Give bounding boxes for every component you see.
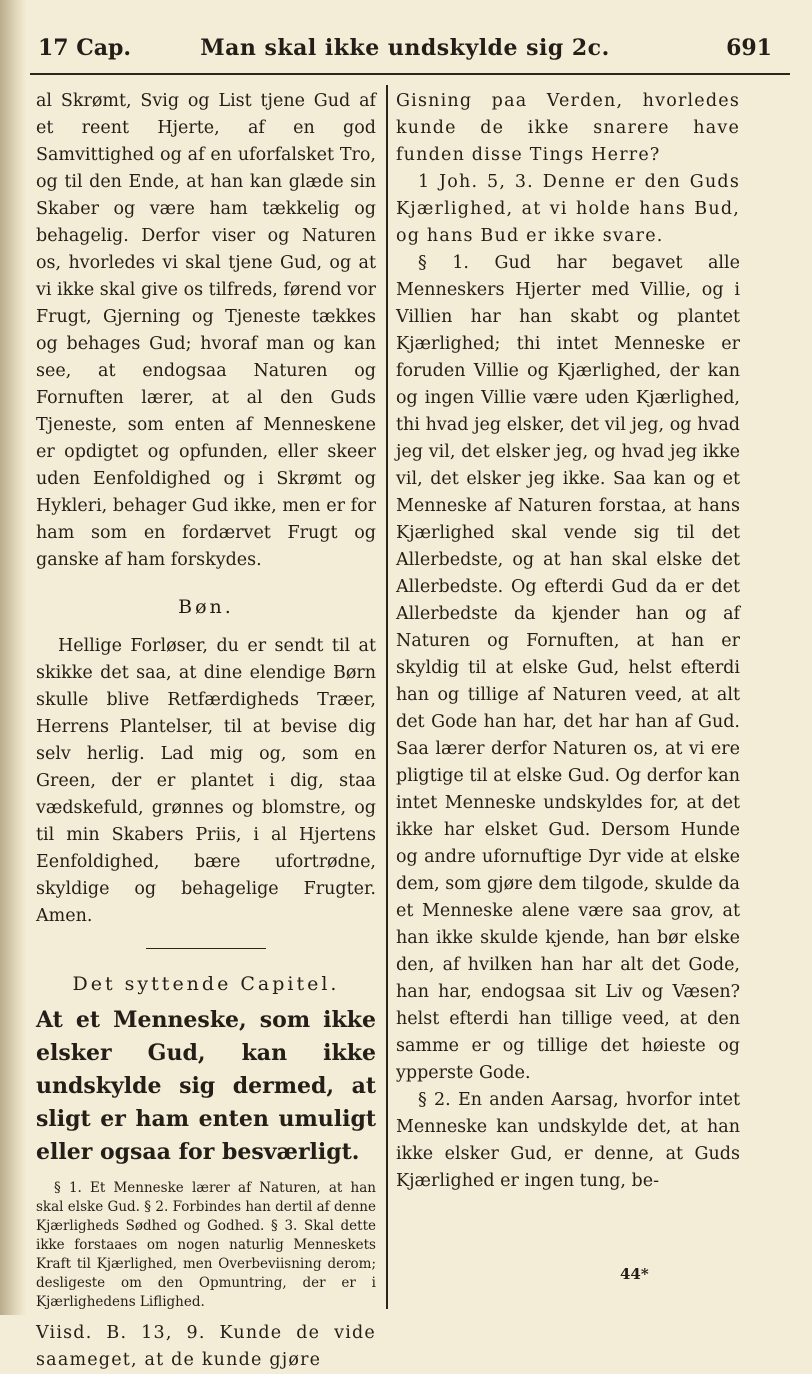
- scripture-verse: Viisd. B. 13, 9. Kunde de vide saameget, at de kunde gjøre: [36, 1323, 376, 1370]
- prayer-text: Hellige Forløser, du er sendt til at skikke det saa, at dine elendige Børn skulle blive Retfærdigheds Træer, Herrens Plantelser, til at bevise dig selv herlig. Lad mig og, som en Green, der er plantet i dig, staa vædskefuld, grønnes og blomstre, og til min Skabers Priis, i al Hjertens Eenfoldighed, bære ufortrødne, skyldige og behagelige Frugter. Amen.: [36, 636, 376, 926]
- running-title: Man skal ikke undskylde sig 2c.: [200, 35, 610, 61]
- paragraph: al Skrømt, Svig og List tjene Gud af et reent Hjerte, af en god Samvittighed og af en uforfalsket Tro, og til den Ende, at han kan glæde sin Skaber og være ham tækkelig og behagelig. Derfor viser og Naturen os, hvorledes vi skal tjene Gud, og at vi ikke skal give os tilfreds, førend vor Frugt, Gjerning og Tjeneste tækkes og behages Gud; hvoraf man og kan see, at endogsaa Naturen og Fornuften lærer, at al den Guds Tjeneste, som enten af Menneskene er opdigtet og opfunden, eller skeer uden Eenfoldighed og i Skrømt og Hykleri, behager Gud ikke, men er for ham som en fordærvet Frugt og ganske af ham forskydes.: [36, 91, 376, 570]
- chapter-title: At et Menneske, som ikke elsker Gud, kan ikke undskylde sig dermed, at sligt er ham enten umuligt eller ogsaa for besværligt.: [36, 1007, 376, 1165]
- scripture-verse-continued: Gisning paa Verden, hvorledes kunde de ikke snarere have funden disse Tings Herre?: [396, 91, 740, 165]
- right-column: [396, 88, 740, 1195]
- column-divider: [386, 85, 388, 1309]
- left-column: [36, 88, 376, 1374]
- page-number: 691: [726, 35, 772, 61]
- chapter-summary: § 1. Et Menneske lærer af Naturen, at han skal elske Gud. § 2. Forbindes han dertil af denne Kjærligheds Sødhed og Godhed. § 3. Skal dette ikke forstaaes om nogen naturlig Menneskets Kraft til Kjærlighed, men Overbeviisning derom; desligeste om den Opmuntring, der er i Kjærlighedens Liflighed.: [36, 1180, 376, 1310]
- scripture-verse: 1 Joh. 5, 3. Denne er den Guds Kjærlighed, at vi holde hans Bud, og hans Bud er ikke svare.: [396, 172, 740, 246]
- signature-mark: 44*: [620, 1265, 649, 1283]
- header-rule: [30, 73, 790, 75]
- section-paragraph: § 1. Gud har begavet alle Menneskers Hjerter med Villie, og i Villien har han skabt og plantet Kjærlighed; thi intet Menneske er foruden Villie og Kjærlighed, der kan og ingen Villie være uden Kjærlighed, thi hvad jeg elsker, det vil jeg, og hvad jeg vil, det elsker jeg, og hvad jeg ikke vil, det elsker jeg ikke. Saa kan og et Menneske af Naturen forstaa, at hans Kjærlighed skal vende sig til det Allerbedste, og at han skal elske det Allerbedste. Og efterdi Gud da er det Allerbedste da kjender han og af Naturen og Fornuften, at han er skyldig til at elske Gud, helst efterdi han og tillige af Naturen veed, at alt det Gode han har, det har han af Gud. Saa lærer derfor Naturen os, at vi ere pligtige til at elske Gud. Og derfor kan intet Menneske undskyldes for, at det ikke har elsket Gud. Dersom Hunde og andre ufornuftige Dyr vide at elske dem, som gjøre dem tilgode, skulde da et Menneske alene være saa grov, at han ikke skulde kjende, han bør elske den, af hvilken han har alt det Gode, han har, endogsaa sit Liv og Væsen? helst efterdi han tillige veed, at den samme er og tillige det høieste og ypperste Gode.: [396, 253, 740, 1083]
- running-header: [38, 26, 772, 70]
- chapter-heading: Det syttende Capitel.: [72, 973, 340, 995]
- section-separator: [146, 948, 266, 949]
- page-edge-shadow: [0, 0, 26, 1315]
- section-paragraph: § 2. En anden Aarsag, hvorfor intet Menneske kan undskylde det, at han ikke elsker Gud, er denne, at Guds Kjærlighed er ingen tung, be-: [396, 1090, 740, 1191]
- chapter-label: 17 Cap.: [38, 35, 132, 61]
- prayer-heading: Bøn.: [178, 596, 234, 618]
